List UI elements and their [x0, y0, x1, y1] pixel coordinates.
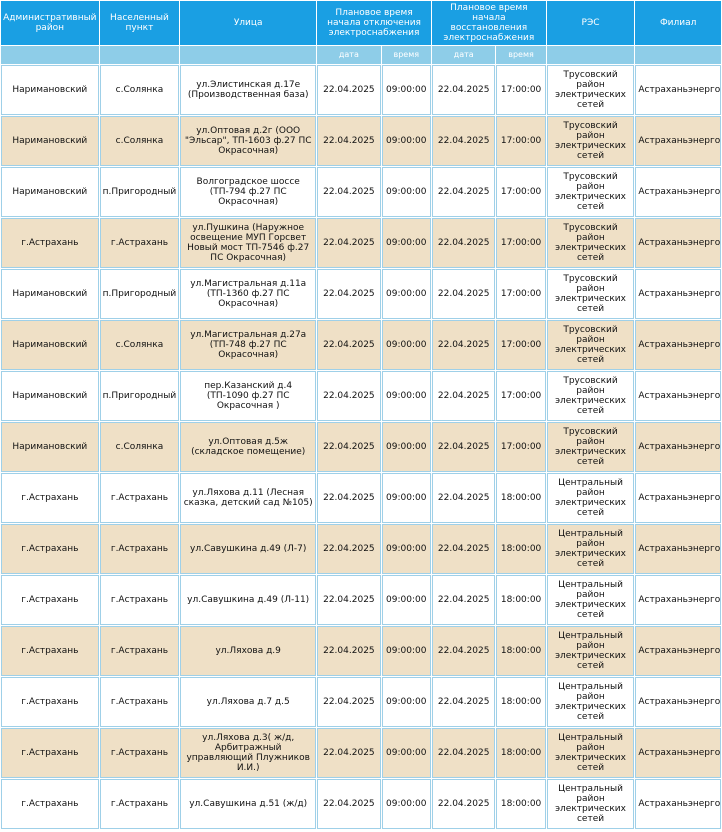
subheader-row: [1, 46, 721, 64]
subheader-off-time: время: [382, 46, 431, 64]
header-res: РЭС: [547, 1, 635, 45]
cell-on-date: 22.04.2025: [432, 320, 495, 370]
table-row: [1, 422, 721, 472]
cell-off-date: 22.04.2025: [317, 779, 380, 829]
cell-on-date: 22.04.2025: [432, 779, 495, 829]
table-row: [1, 116, 721, 166]
cell-street: ул.Оптовая д.5ж (складское помещение): [180, 422, 316, 472]
subheader-on-time: время: [496, 46, 545, 64]
cell-on-time: 17:00:00: [496, 320, 545, 370]
cell-locality: п.Пригородный: [100, 371, 180, 421]
subheader-empty-cell: [180, 46, 316, 64]
cell-res: Центральный район электрических сетей: [547, 626, 635, 676]
table-row: [1, 473, 721, 523]
cell-on-time: 17:00:00: [496, 218, 545, 268]
cell-district: Наримановский: [1, 65, 99, 115]
table-row: [1, 575, 721, 625]
cell-district: Наримановский: [1, 371, 99, 421]
table-row: [1, 218, 721, 268]
cell-on-date: 22.04.2025: [432, 626, 495, 676]
cell-district: г.Астрахань: [1, 677, 99, 727]
cell-res: Трусовский район электрических сетей: [547, 320, 635, 370]
cell-district: г.Астрахань: [1, 218, 99, 268]
cell-res: Центральный район электрических сетей: [547, 524, 635, 574]
cell-locality: г.Астрахань: [100, 524, 180, 574]
cell-off-time: 09:00:00: [382, 626, 431, 676]
cell-locality: с.Солянка: [100, 422, 180, 472]
cell-branch: Астраханьэнерго: [635, 65, 721, 115]
cell-on-time: 17:00:00: [496, 371, 545, 421]
cell-off-date: 22.04.2025: [317, 116, 380, 166]
cell-res: Центральный район электрических сетей: [547, 677, 635, 727]
cell-on-time: 18:00:00: [496, 728, 545, 778]
cell-branch: Астраханьэнерго: [635, 728, 721, 778]
cell-street: ул.Элистинская д.17е (Производственная база): [180, 65, 316, 115]
cell-branch: Астраханьэнерго: [635, 473, 721, 523]
cell-district: Наримановский: [1, 269, 99, 319]
cell-off-time: 09:00:00: [382, 422, 431, 472]
cell-branch: Астраханьэнерго: [635, 524, 721, 574]
cell-off-date: 22.04.2025: [317, 677, 380, 727]
cell-off-time: 09:00:00: [382, 371, 431, 421]
cell-branch: Астраханьэнерго: [635, 626, 721, 676]
cell-street: ул.Савушкина д.49 (Л-7): [180, 524, 316, 574]
cell-res: Центральный район электрических сетей: [547, 575, 635, 625]
cell-on-date: 22.04.2025: [432, 269, 495, 319]
cell-locality: г.Астрахань: [100, 728, 180, 778]
cell-branch: Астраханьэнерго: [635, 218, 721, 268]
cell-street: ул.Магистральная д.27а (ТП-748 ф.27 ПС Окрасочная): [180, 320, 316, 370]
cell-off-date: 22.04.2025: [317, 524, 380, 574]
cell-on-time: 18:00:00: [496, 524, 545, 574]
cell-street: ул.Савушкина д.49 (Л-11): [180, 575, 316, 625]
cell-on-date: 22.04.2025: [432, 473, 495, 523]
subheader-empty-cell: [100, 46, 180, 64]
cell-off-time: 09:00:00: [382, 473, 431, 523]
cell-off-time: 09:00:00: [382, 779, 431, 829]
cell-on-date: 22.04.2025: [432, 371, 495, 421]
cell-district: г.Астрахань: [1, 473, 99, 523]
header-off-time: Плановое время начала отключения электроснабжения: [317, 1, 431, 45]
cell-district: Наримановский: [1, 116, 99, 166]
cell-branch: Астраханьэнерго: [635, 371, 721, 421]
cell-district: Наримановский: [1, 422, 99, 472]
cell-res: Трусовский район электрических сетей: [547, 167, 635, 217]
cell-res: Трусовский район электрических сетей: [547, 65, 635, 115]
cell-off-date: 22.04.2025: [317, 626, 380, 676]
cell-district: г.Астрахань: [1, 575, 99, 625]
cell-res: Центральный район электрических сетей: [547, 779, 635, 829]
cell-locality: с.Солянка: [100, 65, 180, 115]
cell-branch: Астраханьэнерго: [635, 167, 721, 217]
cell-district: Наримановский: [1, 167, 99, 217]
cell-on-date: 22.04.2025: [432, 677, 495, 727]
cell-off-date: 22.04.2025: [317, 473, 380, 523]
cell-branch: Астраханьэнерго: [635, 677, 721, 727]
cell-on-time: 17:00:00: [496, 167, 545, 217]
cell-off-date: 22.04.2025: [317, 320, 380, 370]
cell-off-date: 22.04.2025: [317, 371, 380, 421]
cell-off-time: 09:00:00: [382, 116, 431, 166]
cell-locality: с.Солянка: [100, 116, 180, 166]
cell-off-date: 22.04.2025: [317, 65, 380, 115]
cell-locality: г.Астрахань: [100, 626, 180, 676]
cell-off-time: 09:00:00: [382, 167, 431, 217]
header-locality: Населенный пункт: [100, 1, 180, 45]
header-street: Улица: [180, 1, 316, 45]
cell-branch: Астраханьэнерго: [635, 575, 721, 625]
cell-street: ул.Савушкина д.51 (ж/д): [180, 779, 316, 829]
cell-street: ул.Оптовая д.2г (ООО "Эльсар", ТП-1603 ф.27 ПС Окрасочная): [180, 116, 316, 166]
table-row: [1, 626, 721, 676]
cell-on-time: 17:00:00: [496, 116, 545, 166]
cell-on-time: 17:00:00: [496, 269, 545, 319]
subheader-off-date: дата: [317, 46, 380, 64]
cell-res: Трусовский район электрических сетей: [547, 371, 635, 421]
cell-on-time: 18:00:00: [496, 779, 545, 829]
cell-locality: с.Солянка: [100, 320, 180, 370]
cell-branch: Астраханьэнерго: [635, 422, 721, 472]
cell-on-date: 22.04.2025: [432, 422, 495, 472]
cell-on-date: 22.04.2025: [432, 524, 495, 574]
cell-on-date: 22.04.2025: [432, 728, 495, 778]
cell-branch: Астраханьэнерго: [635, 779, 721, 829]
cell-off-date: 22.04.2025: [317, 575, 380, 625]
cell-res: Трусовский район электрических сетей: [547, 269, 635, 319]
cell-off-date: 22.04.2025: [317, 167, 380, 217]
cell-on-time: 18:00:00: [496, 677, 545, 727]
cell-off-time: 09:00:00: [382, 320, 431, 370]
cell-street: ул.Магистральная д.11а (ТП-1360 ф.27 ПС Окрасочная): [180, 269, 316, 319]
subheader-empty-cell: [1, 46, 99, 64]
cell-res: Трусовский район электрических сетей: [547, 116, 635, 166]
cell-off-date: 22.04.2025: [317, 218, 380, 268]
table-row: [1, 65, 721, 115]
cell-district: Наримановский: [1, 320, 99, 370]
subheader-empty-cell: [547, 46, 635, 64]
table-row: [1, 269, 721, 319]
cell-district: г.Астрахань: [1, 779, 99, 829]
cell-locality: г.Астрахань: [100, 218, 180, 268]
cell-locality: г.Астрахань: [100, 575, 180, 625]
table-row: [1, 524, 721, 574]
cell-off-time: 09:00:00: [382, 677, 431, 727]
table-row: [1, 677, 721, 727]
table-row: [1, 779, 721, 829]
cell-off-time: 09:00:00: [382, 218, 431, 268]
cell-on-date: 22.04.2025: [432, 575, 495, 625]
cell-on-date: 22.04.2025: [432, 116, 495, 166]
table-row: [1, 728, 721, 778]
cell-locality: п.Пригородный: [100, 269, 180, 319]
cell-off-time: 09:00:00: [382, 728, 431, 778]
header-district: Административный район: [1, 1, 99, 45]
header-branch: Филиал: [635, 1, 721, 45]
cell-off-date: 22.04.2025: [317, 422, 380, 472]
cell-on-time: 18:00:00: [496, 575, 545, 625]
cell-on-date: 22.04.2025: [432, 167, 495, 217]
cell-locality: г.Астрахань: [100, 677, 180, 727]
cell-locality: г.Астрахань: [100, 779, 180, 829]
cell-on-time: 17:00:00: [496, 422, 545, 472]
cell-on-time: 18:00:00: [496, 626, 545, 676]
cell-branch: Астраханьэнерго: [635, 269, 721, 319]
cell-district: г.Астрахань: [1, 524, 99, 574]
cell-locality: п.Пригородный: [100, 167, 180, 217]
cell-branch: Астраханьэнерго: [635, 320, 721, 370]
cell-district: г.Астрахань: [1, 626, 99, 676]
cell-res: Трусовский район электрических сетей: [547, 218, 635, 268]
cell-res: Центральный район электрических сетей: [547, 473, 635, 523]
cell-locality: г.Астрахань: [100, 473, 180, 523]
cell-district: г.Астрахань: [1, 728, 99, 778]
cell-on-date: 22.04.2025: [432, 218, 495, 268]
cell-off-date: 22.04.2025: [317, 728, 380, 778]
cell-res: Центральный район электрических сетей: [547, 728, 635, 778]
cell-on-date: 22.04.2025: [432, 65, 495, 115]
cell-off-time: 09:00:00: [382, 269, 431, 319]
cell-off-time: 09:00:00: [382, 524, 431, 574]
table-row: [1, 167, 721, 217]
header-row: [1, 1, 721, 45]
table-row: [1, 320, 721, 370]
cell-on-time: 17:00:00: [496, 65, 545, 115]
cell-res: Трусовский район электрических сетей: [547, 422, 635, 472]
subheader-empty-cell: [635, 46, 721, 64]
cell-street: ул.Ляхова д.11 (Лесная сказка, детский сад №105): [180, 473, 316, 523]
table-header: [1, 1, 721, 64]
cell-street: ул.Ляхова д.3( ж/д, Арбитражный управляющий Плужников И.И.): [180, 728, 316, 778]
cell-off-time: 09:00:00: [382, 65, 431, 115]
cell-branch: Астраханьэнерго: [635, 116, 721, 166]
subheader-on-date: дата: [432, 46, 495, 64]
cell-street: ул.Ляхова д.7 д.5: [180, 677, 316, 727]
table-row: [1, 371, 721, 421]
cell-on-time: 18:00:00: [496, 473, 545, 523]
cell-off-date: 22.04.2025: [317, 269, 380, 319]
cell-street: Волгоградское шоссе (ТП-794 ф.27 ПС Окрасочная): [180, 167, 316, 217]
table-body: [1, 65, 721, 829]
header-restore-time: Плановое время начала восстановления электроснабжения: [432, 1, 546, 45]
cell-street: пер.Казанский д.4 (ТП-1090 ф.27 ПС Окрасочная ): [180, 371, 316, 421]
cell-street: ул.Ляхова д.9: [180, 626, 316, 676]
cell-street: ул.Пушкина (Наружное освещение МУП Горсвет Новый мост ТП-7546 ф.27 ПС Окрасочная): [180, 218, 316, 268]
cell-off-time: 09:00:00: [382, 575, 431, 625]
